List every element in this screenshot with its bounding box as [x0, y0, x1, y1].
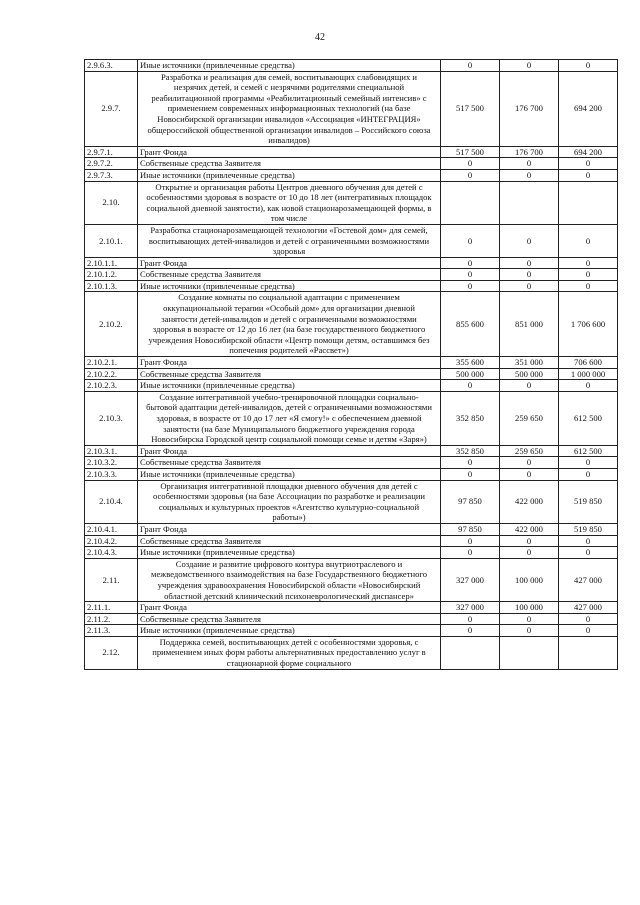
row-description: Грант Фонда [138, 602, 441, 614]
row-description: Иные источники (привлеченные средства) [138, 169, 441, 181]
table-row [85, 523, 618, 535]
row-description: Собственные средства Заявителя [138, 457, 441, 469]
row-code: 2.9.7.2. [85, 158, 138, 170]
amount-col-3: 694 200 [559, 71, 618, 146]
row-code: 2.10.2. [85, 292, 138, 357]
row-description: Разработка и реализация для семей, воспитывающих слабовидящих и незрячих детей, и семей с незрячими родителями специальной реабилитационной программы «Реабилитационный семейный интенсив» с применением современных информационных технологий (на базе Новосибирской организации инвалидов «Ассоциация «ИНТЕГРАЦИЯ» общероссийской общественной организации инвалидов – Российского союза инвалидов) [138, 71, 441, 146]
amount-col-2: 0 [500, 224, 559, 257]
budget-table-body [85, 60, 618, 670]
row-description: Грант Фонда [138, 257, 441, 269]
amount-col-1: 517 500 [441, 146, 500, 158]
amount-col-3: 0 [559, 60, 618, 72]
table-row [85, 158, 618, 170]
table-row [85, 71, 618, 146]
table-row [85, 224, 618, 257]
amount-col-2: 0 [500, 60, 559, 72]
table-row [85, 602, 618, 614]
amount-col-2: 0 [500, 547, 559, 559]
amount-col-2 [500, 636, 559, 669]
row-description: Открытие и организация работы Центров дневного обучения для детей с особенностями здоровья в возрасте от 10 до 18 лет (интегративных площадок социальной дневной занятости), как новой стационарозамещающей формы, в том числе [138, 181, 441, 224]
amount-col-3: 427 000 [559, 558, 618, 601]
amount-col-1 [441, 181, 500, 224]
amount-col-2: 176 700 [500, 71, 559, 146]
row-code: 2.9.7.1. [85, 146, 138, 158]
amount-col-3: 706 600 [559, 357, 618, 369]
table-row [85, 636, 618, 669]
amount-col-1: 0 [441, 269, 500, 281]
amount-col-2: 176 700 [500, 146, 559, 158]
row-description: Собственные средства Заявителя [138, 269, 441, 281]
amount-col-1: 0 [441, 60, 500, 72]
table-row [85, 169, 618, 181]
amount-col-3 [559, 181, 618, 224]
amount-col-3: 0 [559, 613, 618, 625]
amount-col-3: 694 200 [559, 146, 618, 158]
table-row [85, 391, 618, 445]
amount-col-1: 0 [441, 257, 500, 269]
row-code: 2.12. [85, 636, 138, 669]
row-code: 2.10.2.3. [85, 380, 138, 392]
row-code: 2.10.1.3. [85, 280, 138, 292]
table-row [85, 468, 618, 480]
table-row [85, 480, 618, 523]
row-code: 2.10.4. [85, 480, 138, 523]
amount-col-3: 0 [559, 625, 618, 637]
row-code: 2.10.3.1. [85, 445, 138, 457]
row-code: 2.11.2. [85, 613, 138, 625]
amount-col-2: 0 [500, 280, 559, 292]
row-description: Организация интегративной площадки дневного обучения для детей с особенностями здоровья (на базе Ассоциации по разработке и реализации социальных и культурных проектов «Агентство культурно-социальной работы») [138, 480, 441, 523]
amount-col-1: 352 850 [441, 445, 500, 457]
amount-col-2: 0 [500, 535, 559, 547]
amount-col-2: 259 650 [500, 445, 559, 457]
row-code: 2.10.4.2. [85, 535, 138, 547]
row-description: Грант Фонда [138, 357, 441, 369]
amount-col-3: 0 [559, 468, 618, 480]
amount-col-2: 422 000 [500, 523, 559, 535]
amount-col-1: 97 850 [441, 480, 500, 523]
amount-col-1: 0 [441, 625, 500, 637]
amount-col-3: 0 [559, 380, 618, 392]
table-row [85, 380, 618, 392]
amount-col-1: 97 850 [441, 523, 500, 535]
amount-col-2: 422 000 [500, 480, 559, 523]
row-code: 2.10.4.3. [85, 547, 138, 559]
row-code: 2.10.2.1. [85, 357, 138, 369]
table-row [85, 280, 618, 292]
row-code: 2.11. [85, 558, 138, 601]
amount-col-3: 612 500 [559, 391, 618, 445]
row-code: 2.11.1. [85, 602, 138, 614]
row-code: 2.9.7. [85, 71, 138, 146]
amount-col-2: 0 [500, 169, 559, 181]
row-code: 2.10.3.2. [85, 457, 138, 469]
amount-col-3: 0 [559, 257, 618, 269]
row-description: Собственные средства Заявителя [138, 158, 441, 170]
amount-col-1: 855 600 [441, 292, 500, 357]
amount-col-3: 0 [559, 280, 618, 292]
row-description: Собственные средства Заявителя [138, 368, 441, 380]
amount-col-3: 0 [559, 224, 618, 257]
amount-col-2: 0 [500, 468, 559, 480]
amount-col-2: 100 000 [500, 558, 559, 601]
table-row [85, 357, 618, 369]
row-description: Иные источники (привлеченные средства) [138, 625, 441, 637]
row-description: Разработка стационарозамещающей технологии «Гостевой дом» для семей, воспитывающих детей-инвалидов и детей с ограниченными возможностями здоровья [138, 224, 441, 257]
row-description: Собственные средства Заявителя [138, 613, 441, 625]
amount-col-2: 0 [500, 625, 559, 637]
amount-col-3: 612 500 [559, 445, 618, 457]
row-description: Грант Фонда [138, 523, 441, 535]
table-row [85, 292, 618, 357]
row-description: Иные источники (привлеченные средства) [138, 60, 441, 72]
amount-col-1 [441, 636, 500, 669]
amount-col-3: 0 [559, 169, 618, 181]
table-row [85, 457, 618, 469]
row-code: 2.9.6.3. [85, 60, 138, 72]
row-code: 2.10.1.2. [85, 269, 138, 281]
amount-col-3: 1 000 000 [559, 368, 618, 380]
amount-col-2: 0 [500, 457, 559, 469]
amount-col-2: 500 000 [500, 368, 559, 380]
amount-col-1: 0 [441, 613, 500, 625]
table-row [85, 535, 618, 547]
amount-col-1: 0 [441, 169, 500, 181]
amount-col-1: 327 000 [441, 558, 500, 601]
amount-col-3: 0 [559, 158, 618, 170]
row-code: 2.10.3.3. [85, 468, 138, 480]
amount-col-2: 0 [500, 613, 559, 625]
row-description: Грант Фонда [138, 146, 441, 158]
table-row [85, 558, 618, 601]
table-row [85, 547, 618, 559]
row-code: 2.10.1.1. [85, 257, 138, 269]
row-description: Собственные средства Заявителя [138, 535, 441, 547]
budget-table [84, 59, 618, 670]
amount-col-1: 500 000 [441, 368, 500, 380]
amount-col-2: 100 000 [500, 602, 559, 614]
row-description: Создание интегративной учебно-тренировочной площадки социально-бытовой адаптации детей-инвалидов, детей с ограниченными возможностями здоровья, в возрасте от 10 до 17 лет «Я смогу!» с обеспечением дневной занятости (на базе Муниципального бюджетного учреждения города Новосибирска Городской центр социальной помощи семье и детям «Заря») [138, 391, 441, 445]
table-row [85, 181, 618, 224]
amount-col-3 [559, 636, 618, 669]
amount-col-1: 0 [441, 158, 500, 170]
row-description: Иные источники (привлеченные средства) [138, 380, 441, 392]
page-number: 42 [315, 32, 325, 43]
row-code: 2.10.1. [85, 224, 138, 257]
amount-col-1: 0 [441, 280, 500, 292]
row-code: 2.10.3. [85, 391, 138, 445]
row-description: Грант Фонда [138, 445, 441, 457]
row-code: 2.9.7.3. [85, 169, 138, 181]
amount-col-3: 0 [559, 535, 618, 547]
amount-col-2 [500, 181, 559, 224]
table-row [85, 269, 618, 281]
row-description: Создание и развитие цифрового контура внутриотраслевого и межведомственного взаимодействия на базе Государственного бюджетного учреждения здравоохранения Новосибирской области «Новосибирский областной детский клинический психоневрологический диспансер» [138, 558, 441, 601]
amount-col-3: 0 [559, 457, 618, 469]
amount-col-3: 1 706 600 [559, 292, 618, 357]
table-row [85, 146, 618, 158]
amount-col-1: 0 [441, 468, 500, 480]
table-row [85, 445, 618, 457]
amount-col-2: 851 000 [500, 292, 559, 357]
row-code: 2.11.3. [85, 625, 138, 637]
row-description: Иные источники (привлеченные средства) [138, 547, 441, 559]
amount-col-3: 0 [559, 547, 618, 559]
amount-col-1: 0 [441, 535, 500, 547]
row-description: Поддержка семей, воспитывающих детей с особенностями здоровья, с применением иных форм работы альтернативных предоставлению услуг в стационарной форме социального [138, 636, 441, 669]
amount-col-1: 0 [441, 224, 500, 257]
table-row [85, 60, 618, 72]
table-row [85, 368, 618, 380]
amount-col-1: 0 [441, 547, 500, 559]
amount-col-1: 0 [441, 457, 500, 469]
amount-col-3: 0 [559, 269, 618, 281]
row-code: 2.10.4.1. [85, 523, 138, 535]
amount-col-3: 519 850 [559, 480, 618, 523]
amount-col-2: 259 650 [500, 391, 559, 445]
amount-col-3: 427 000 [559, 602, 618, 614]
amount-col-2: 0 [500, 257, 559, 269]
amount-col-1: 352 850 [441, 391, 500, 445]
amount-col-2: 351 000 [500, 357, 559, 369]
row-description: Иные источники (привлеченные средства) [138, 280, 441, 292]
amount-col-1: 0 [441, 380, 500, 392]
amount-col-3: 519 850 [559, 523, 618, 535]
amount-col-2: 0 [500, 380, 559, 392]
table-row [85, 625, 618, 637]
row-code: 2.10. [85, 181, 138, 224]
amount-col-1: 327 000 [441, 602, 500, 614]
table-row [85, 613, 618, 625]
amount-col-1: 517 500 [441, 71, 500, 146]
row-description: Создание комнаты по социальной адаптации с применением оккупациональной терапии «Особый дом» для организации дневной занятости детей-инвалидов и детей с ограниченными возможностями здоровья в возрасте от 12 до 16 лет (на базе государственного бюджетного учреждения Новосибирской области «Центр помощи детям, оставшимся без попечения родителей «Рассвет») [138, 292, 441, 357]
table-row [85, 257, 618, 269]
row-code: 2.10.2.2. [85, 368, 138, 380]
row-description: Иные источники (привлеченные средства) [138, 468, 441, 480]
amount-col-1: 355 600 [441, 357, 500, 369]
amount-col-2: 0 [500, 158, 559, 170]
amount-col-2: 0 [500, 269, 559, 281]
